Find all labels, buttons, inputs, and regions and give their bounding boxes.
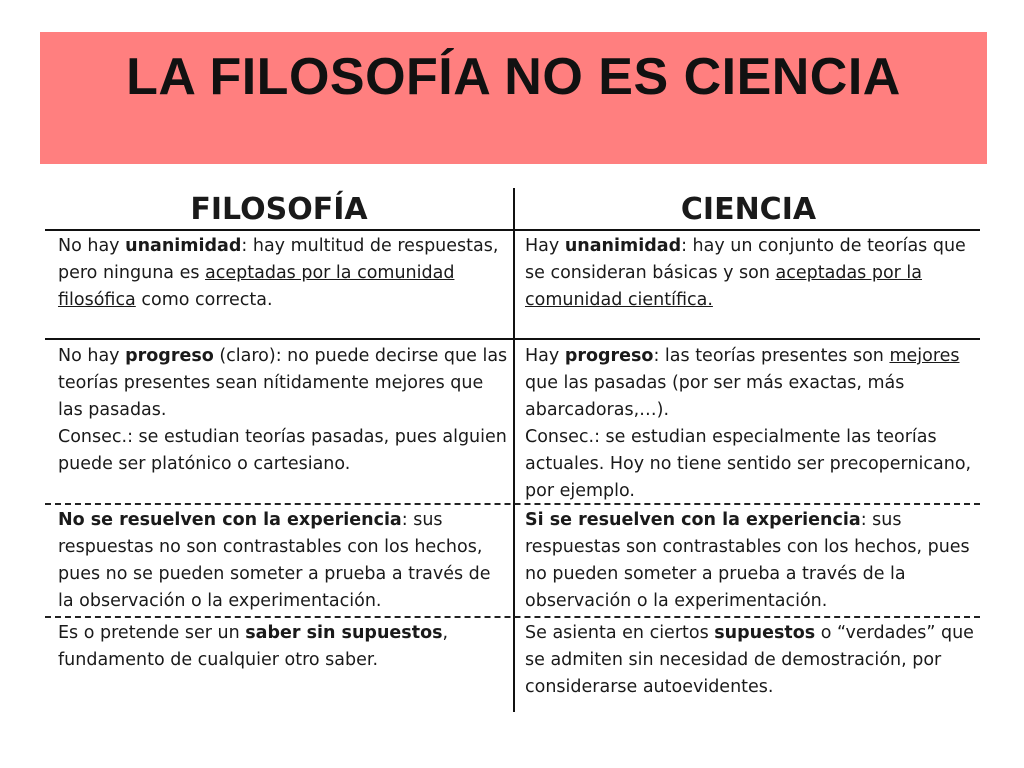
- column-header-ciencia: CIENCIA: [680, 192, 817, 227]
- cell-ciencia-experiencia: Si se resuelven con la experiencia: sus respuestas son contrastables con los hechos, pues no pueden someter a prueba a través de la observación o la experimentación.: [525, 510, 970, 611]
- row-divider-3: [45, 616, 980, 618]
- cell-ciencia-unanimidad: Hay unanimidad: hay un conjunto de teorías que se consideran básicas y son aceptadas por la comunidad científica.: [525, 236, 966, 310]
- cell-filosofia-supuestos: Es o pretende ser un saber sin supuestos, fundamento de cualquier otro saber.: [58, 623, 449, 670]
- cell-filosofia-experiencia: No se resuelven con la experiencia: sus respuestas no son contrastables con los hechos, pues no se pueden someter a prueba a través de la observación o la experimentación.: [58, 510, 491, 611]
- page-title: LA FILOSOFÍA NO ES CIENCIA: [126, 48, 901, 106]
- cell-filosofia-progreso: No hay progreso (claro): no puede decirse que las teorías presentes sean nítidamente mejores que las pasadas. Consec.: se estudian teorías pasadas, pues alguien puede ser platónico o cartesiano.: [58, 346, 508, 474]
- cell-ciencia-supuestos: Se asienta en ciertos supuestos o “verdades” que se admiten sin necesidad de demostración, por considerarse autoevidentes.: [525, 623, 974, 697]
- column-divider: [513, 188, 515, 712]
- header-divider: [45, 229, 980, 231]
- column-header-filosofia: FILOSOFÍA: [190, 192, 368, 227]
- cell-filosofia-unanimidad: No hay unanimidad: hay multitud de respuestas, pero ninguna es aceptadas por la comunidad filosófica como correcta.: [58, 236, 499, 310]
- row-divider-1: [45, 338, 980, 340]
- title-banner: [40, 32, 987, 164]
- cell-ciencia-progreso: Hay progreso: las teorías presentes son mejores que las pasadas (por ser más exactas, más abarcadoras,…). Consec.: se estudian especialmente las teorías actuales. Hoy no tiene sentido ser precopernicano, por ejemplo.: [525, 346, 972, 501]
